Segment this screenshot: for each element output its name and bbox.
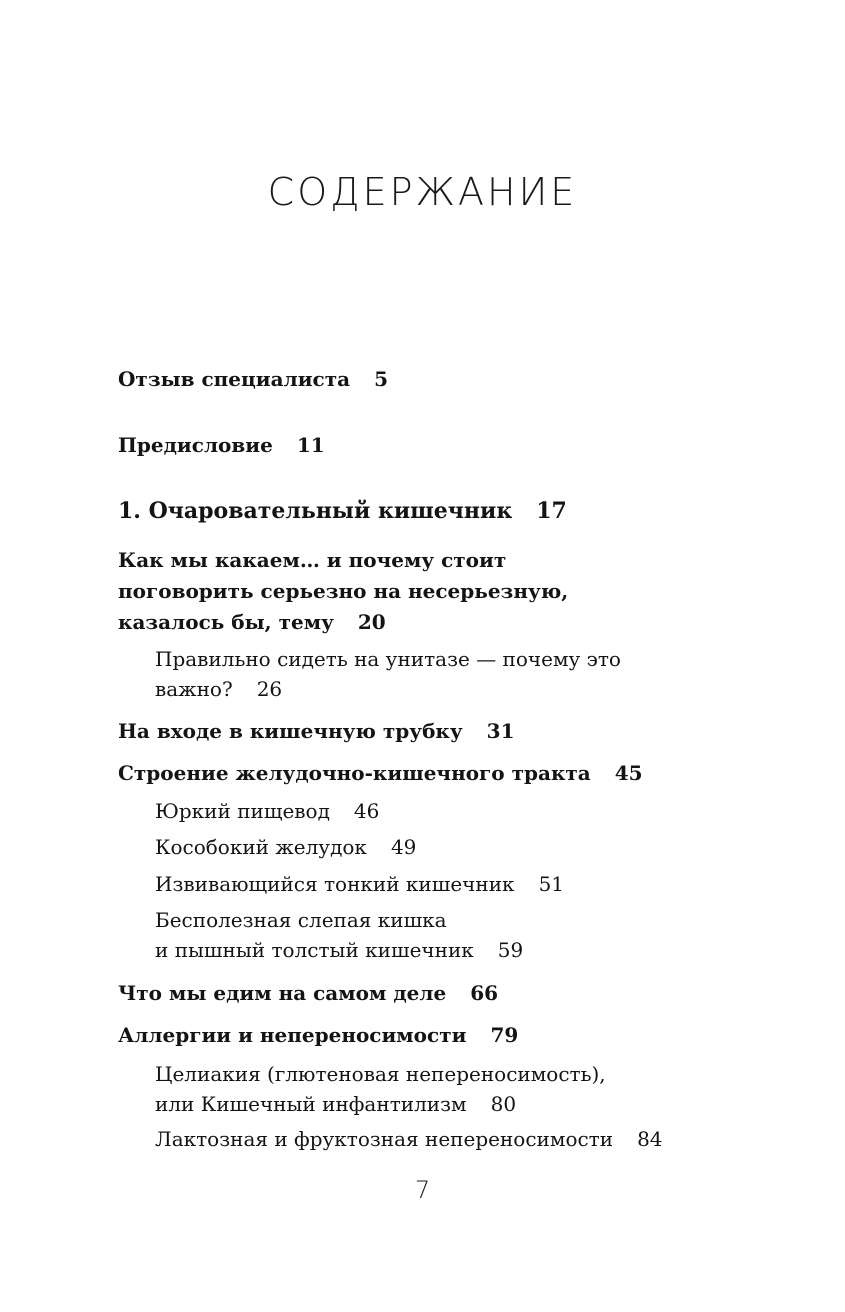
toc-entry-page: 17 [536, 498, 567, 524]
toc-entry-page: 79 [490, 1023, 519, 1047]
toc-entry-small-intestine[interactable] [155, 869, 564, 899]
toc-entry-preface[interactable] [118, 430, 325, 461]
toc-entry-title: Строение желудочно-кишечного тракта [118, 761, 591, 785]
toc-entry-large-intestine[interactable] [155, 905, 523, 965]
toc-entry-title: Юркий пищевод [155, 799, 330, 823]
toc-entry-title: Лактозная и фруктозная непереносимости [155, 1127, 614, 1151]
toc-entry-title: На входе в кишечную трубку [118, 719, 463, 743]
toc-entry-page: 20 [357, 610, 386, 634]
toc-entry-title-line: и пышный толстый кишечник [155, 938, 474, 962]
toc-entry-page: 46 [353, 799, 380, 823]
toc-entry-title-line: важно? [155, 677, 233, 701]
toc-entry-page: 59 [497, 938, 524, 962]
toc-entry-lactose[interactable] [155, 1124, 663, 1154]
toc-entry-review[interactable] [118, 364, 388, 395]
toc-entry-page: 11 [296, 433, 325, 457]
toc-entry-title: Аллергии и непереносимости [118, 1023, 467, 1047]
toc-entry-page: 5 [374, 367, 388, 391]
toc-entry-how-we-poop[interactable] [118, 545, 568, 638]
toc-entry-title: 1. Очаровательный кишечник [118, 498, 513, 524]
toc-entry-page: 31 [486, 719, 515, 743]
toc-entry-entrance[interactable] [118, 716, 515, 747]
toc-entry-page: 49 [390, 835, 417, 859]
toc-entry-esophagus[interactable] [155, 796, 379, 826]
toc-entry-title-line: Бесполезная слепая кишка [155, 908, 447, 932]
page-title: СОДЕРЖАНИЕ [267, 170, 578, 214]
toc-entry-sitting-correctly[interactable] [155, 644, 621, 704]
toc-entry-title: Отзыв специалиста [118, 367, 351, 391]
toc-entry-page: 84 [637, 1127, 663, 1151]
toc-entry-page: 66 [470, 981, 499, 1005]
toc-entry-title: Кособокий желудок [155, 835, 367, 859]
toc-entry-title: Извивающийся тонкий кишечник [155, 872, 515, 896]
toc-entry-gi-structure[interactable] [118, 758, 643, 789]
toc-entry-what-we-eat[interactable] [118, 978, 498, 1009]
toc-entry-allergies[interactable] [118, 1020, 518, 1051]
toc-entry-title-line: поговорить серьезно на несерьезную, [118, 579, 569, 603]
toc-entry-page: 26 [256, 677, 283, 701]
toc-entry-title-line: Целиакия (глютеновая непереносимость), [155, 1062, 606, 1086]
page-number: 7 [414, 1176, 431, 1204]
toc-entry-title-line: Как мы какаем… и почему стоит [118, 548, 507, 572]
toc-entry-title-line: Правильно сидеть на унитазе — почему это [155, 647, 621, 671]
toc-entry-page: 51 [538, 872, 565, 896]
toc-entry-title-line: или Кишечный инфантилизм [155, 1092, 467, 1116]
toc-entry-page: 80 [490, 1092, 517, 1116]
toc-entry-stomach[interactable] [155, 832, 416, 862]
toc-entry-title: Что мы едим на самом деле [118, 981, 447, 1005]
toc-entry-chapter-1[interactable] [118, 496, 567, 527]
toc-entry-title: Предисловие [118, 433, 273, 457]
toc-entry-page: 45 [614, 761, 643, 785]
toc-entry-celiac[interactable] [155, 1059, 606, 1119]
toc-entry-title-line: казалось бы, тему [118, 610, 334, 634]
